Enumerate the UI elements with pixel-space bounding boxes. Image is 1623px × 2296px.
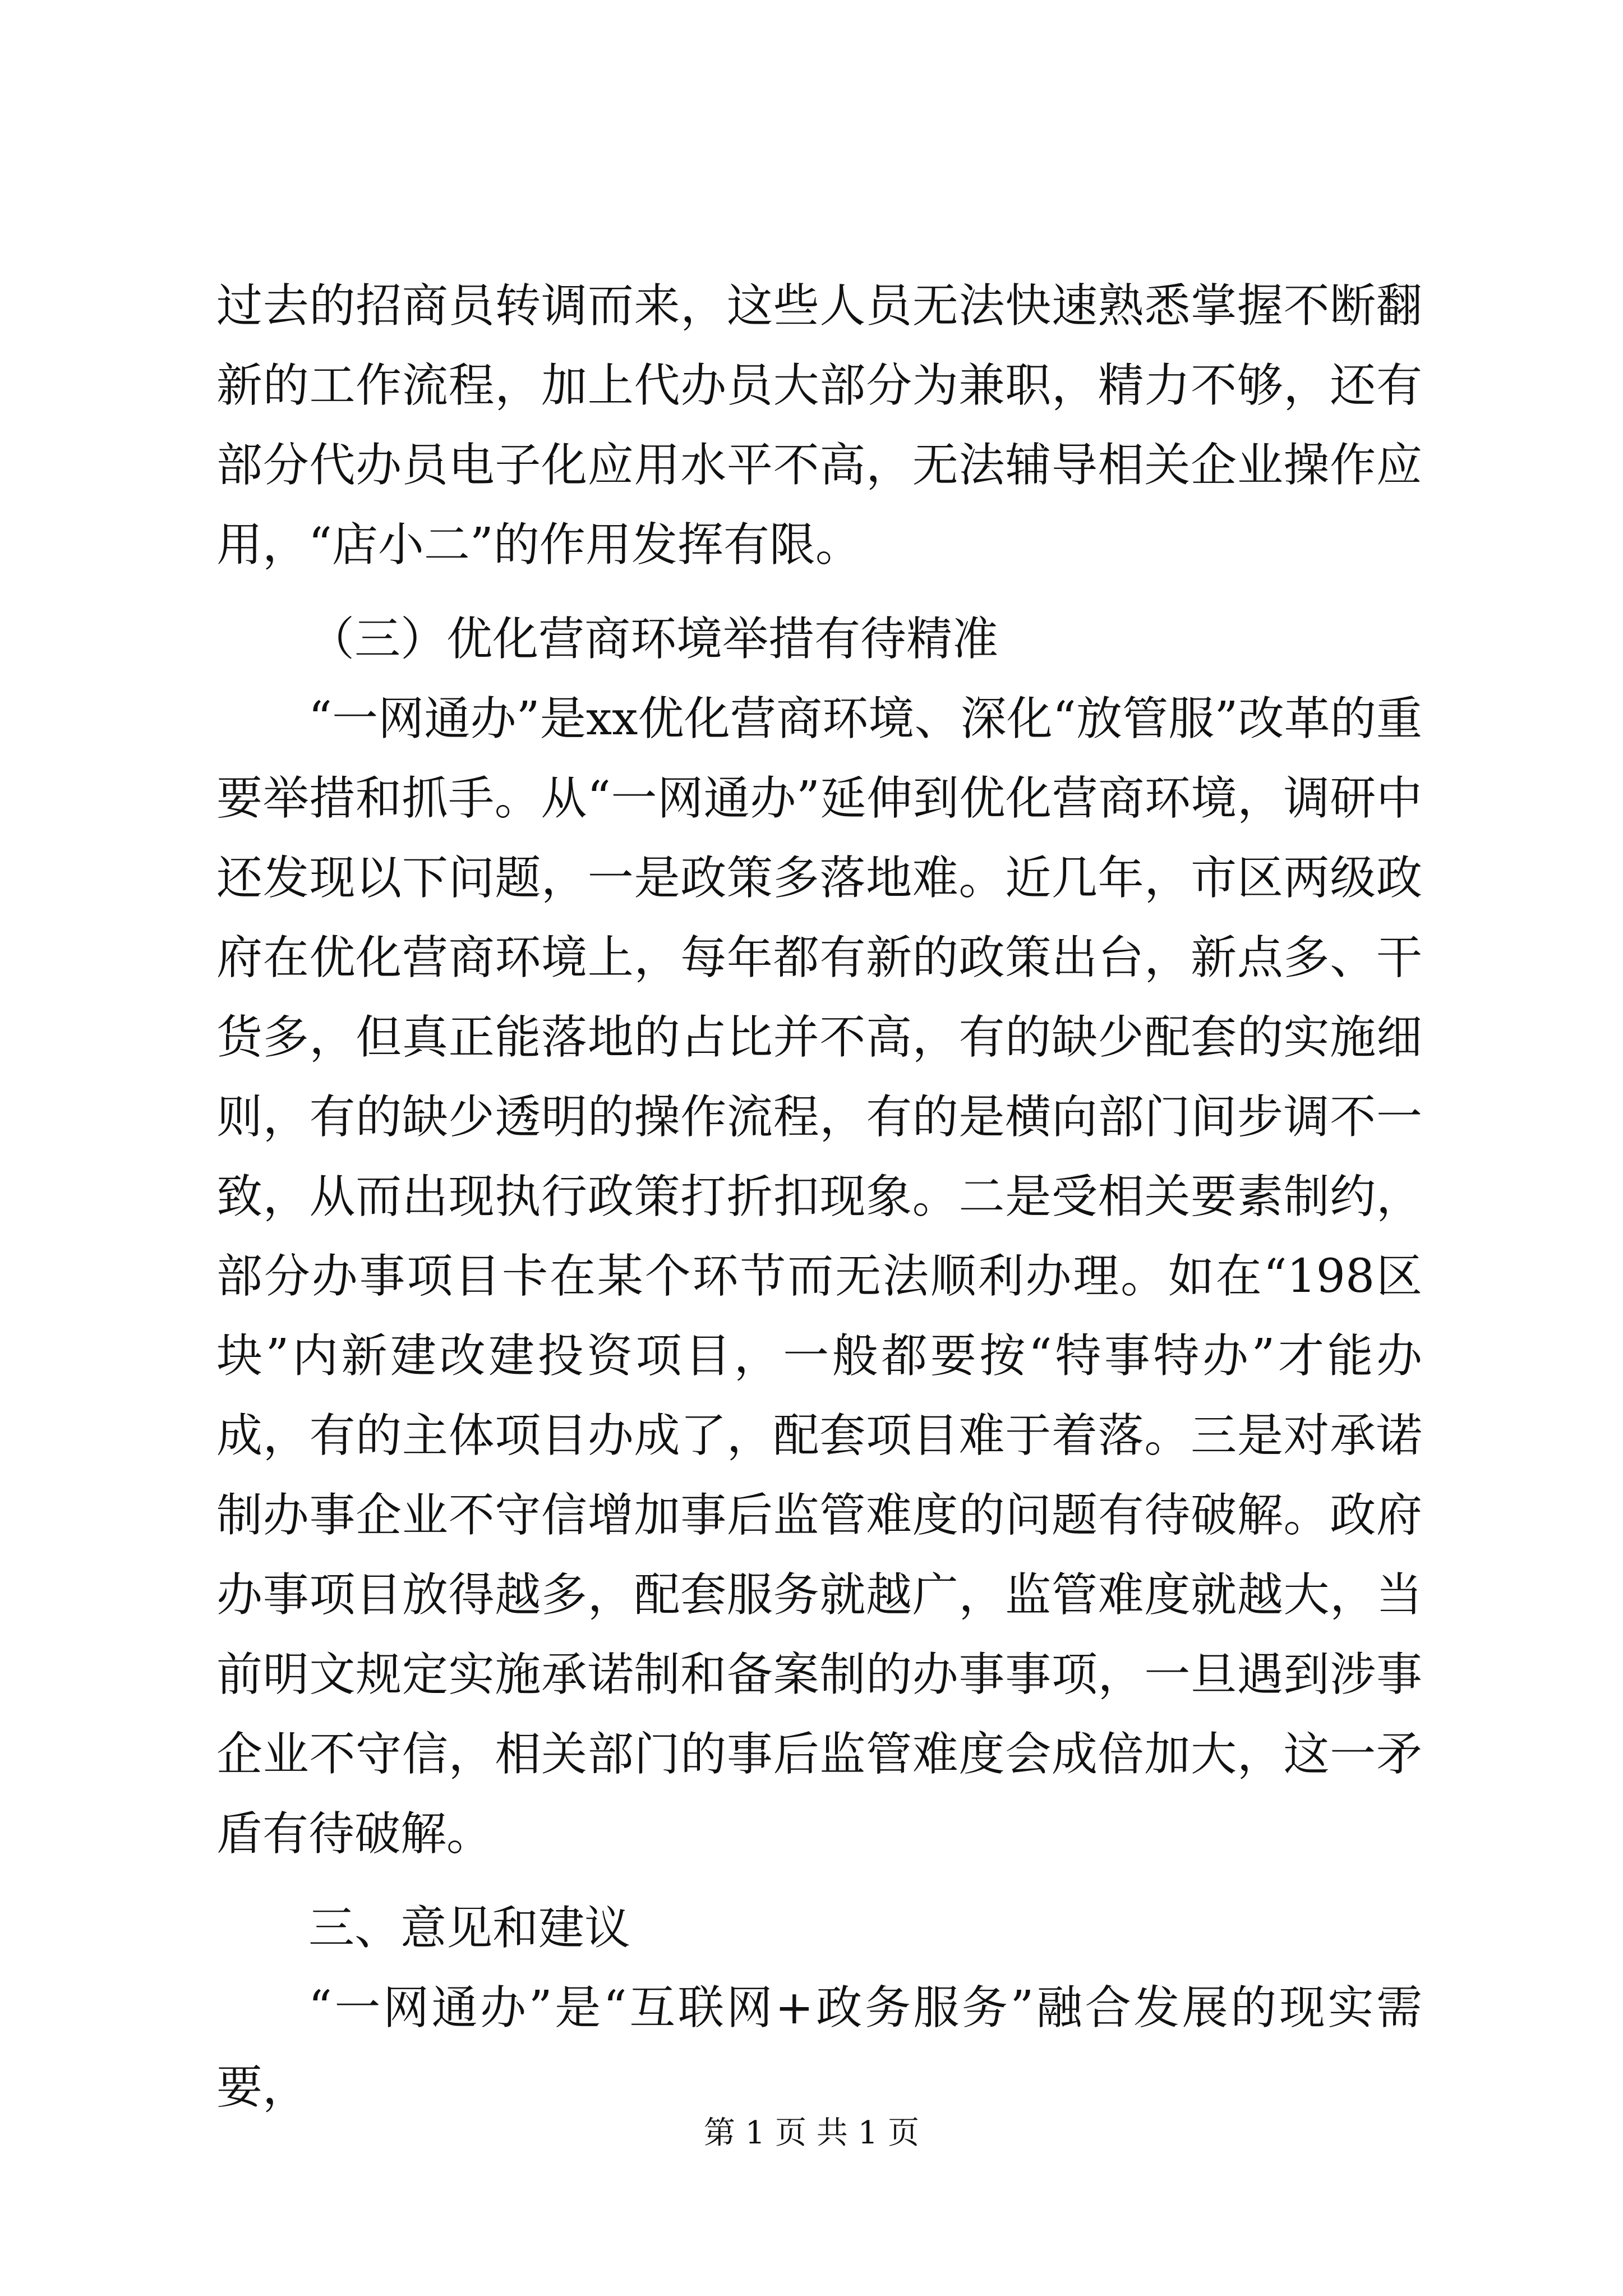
section-heading-suggestions: 三、意见和建议 <box>308 1902 631 1955</box>
paragraph-business-environment: “一网通办”是xx优化营商环境、深化“放管服”改革的重要举措和抓手。从“一网通办”延伸到优化营商环境，调研中还发现以下问题，一是政策多落地难。近几年，市区两级政府在优化营商环境上，每年都有新的政策出台，新点多、干货多，但真正能落地的占比并不高，有的缺少配套的实施细则，有的缺少透明的操作流程，有的是横向部门间步调不一致，从而出现执行政策打折扣现象。二是受相关要素制约，部分办事项目卡在某个环节而无法顺利办理。如在“198区块”内新建改建投资项目，一般都要按“特事特办”才能办成，有的主体项目办成了，配套项目难于着落。三是对承诺制办事企业不守信增加事后监管难度的问题有待破解。政府办事项目放得越多，配套服务就越广，监管难度就越大，当前明文规定实施承诺制和备案制的办事事项，一旦遇到涉事企业不守信，相关部门的事后监管难度会成倍加大，这一矛盾有待破解。 <box>216 692 1422 1861</box>
section-heading-3: （三）优化营商环境举措有待精准 <box>308 613 999 666</box>
document-body <box>216 266 1422 2128</box>
paragraph-continued: 过去的招商员转调而来，这些人员无法快速熟悉掌握不断翻新的工作流程，加上代办员大部分为兼职，精力不够，还有部分代办员电子化应用水平不高，无法辅导相关企业操作应用，“店小二”的作用发挥有限。 <box>216 279 1422 572</box>
paragraph-suggestions-intro: “一网通办”是“互联网+政务服务”融合发展的现实需要， <box>216 1981 1422 2114</box>
page-footer: 第 1 页 共 1 页 <box>703 2115 920 2151</box>
